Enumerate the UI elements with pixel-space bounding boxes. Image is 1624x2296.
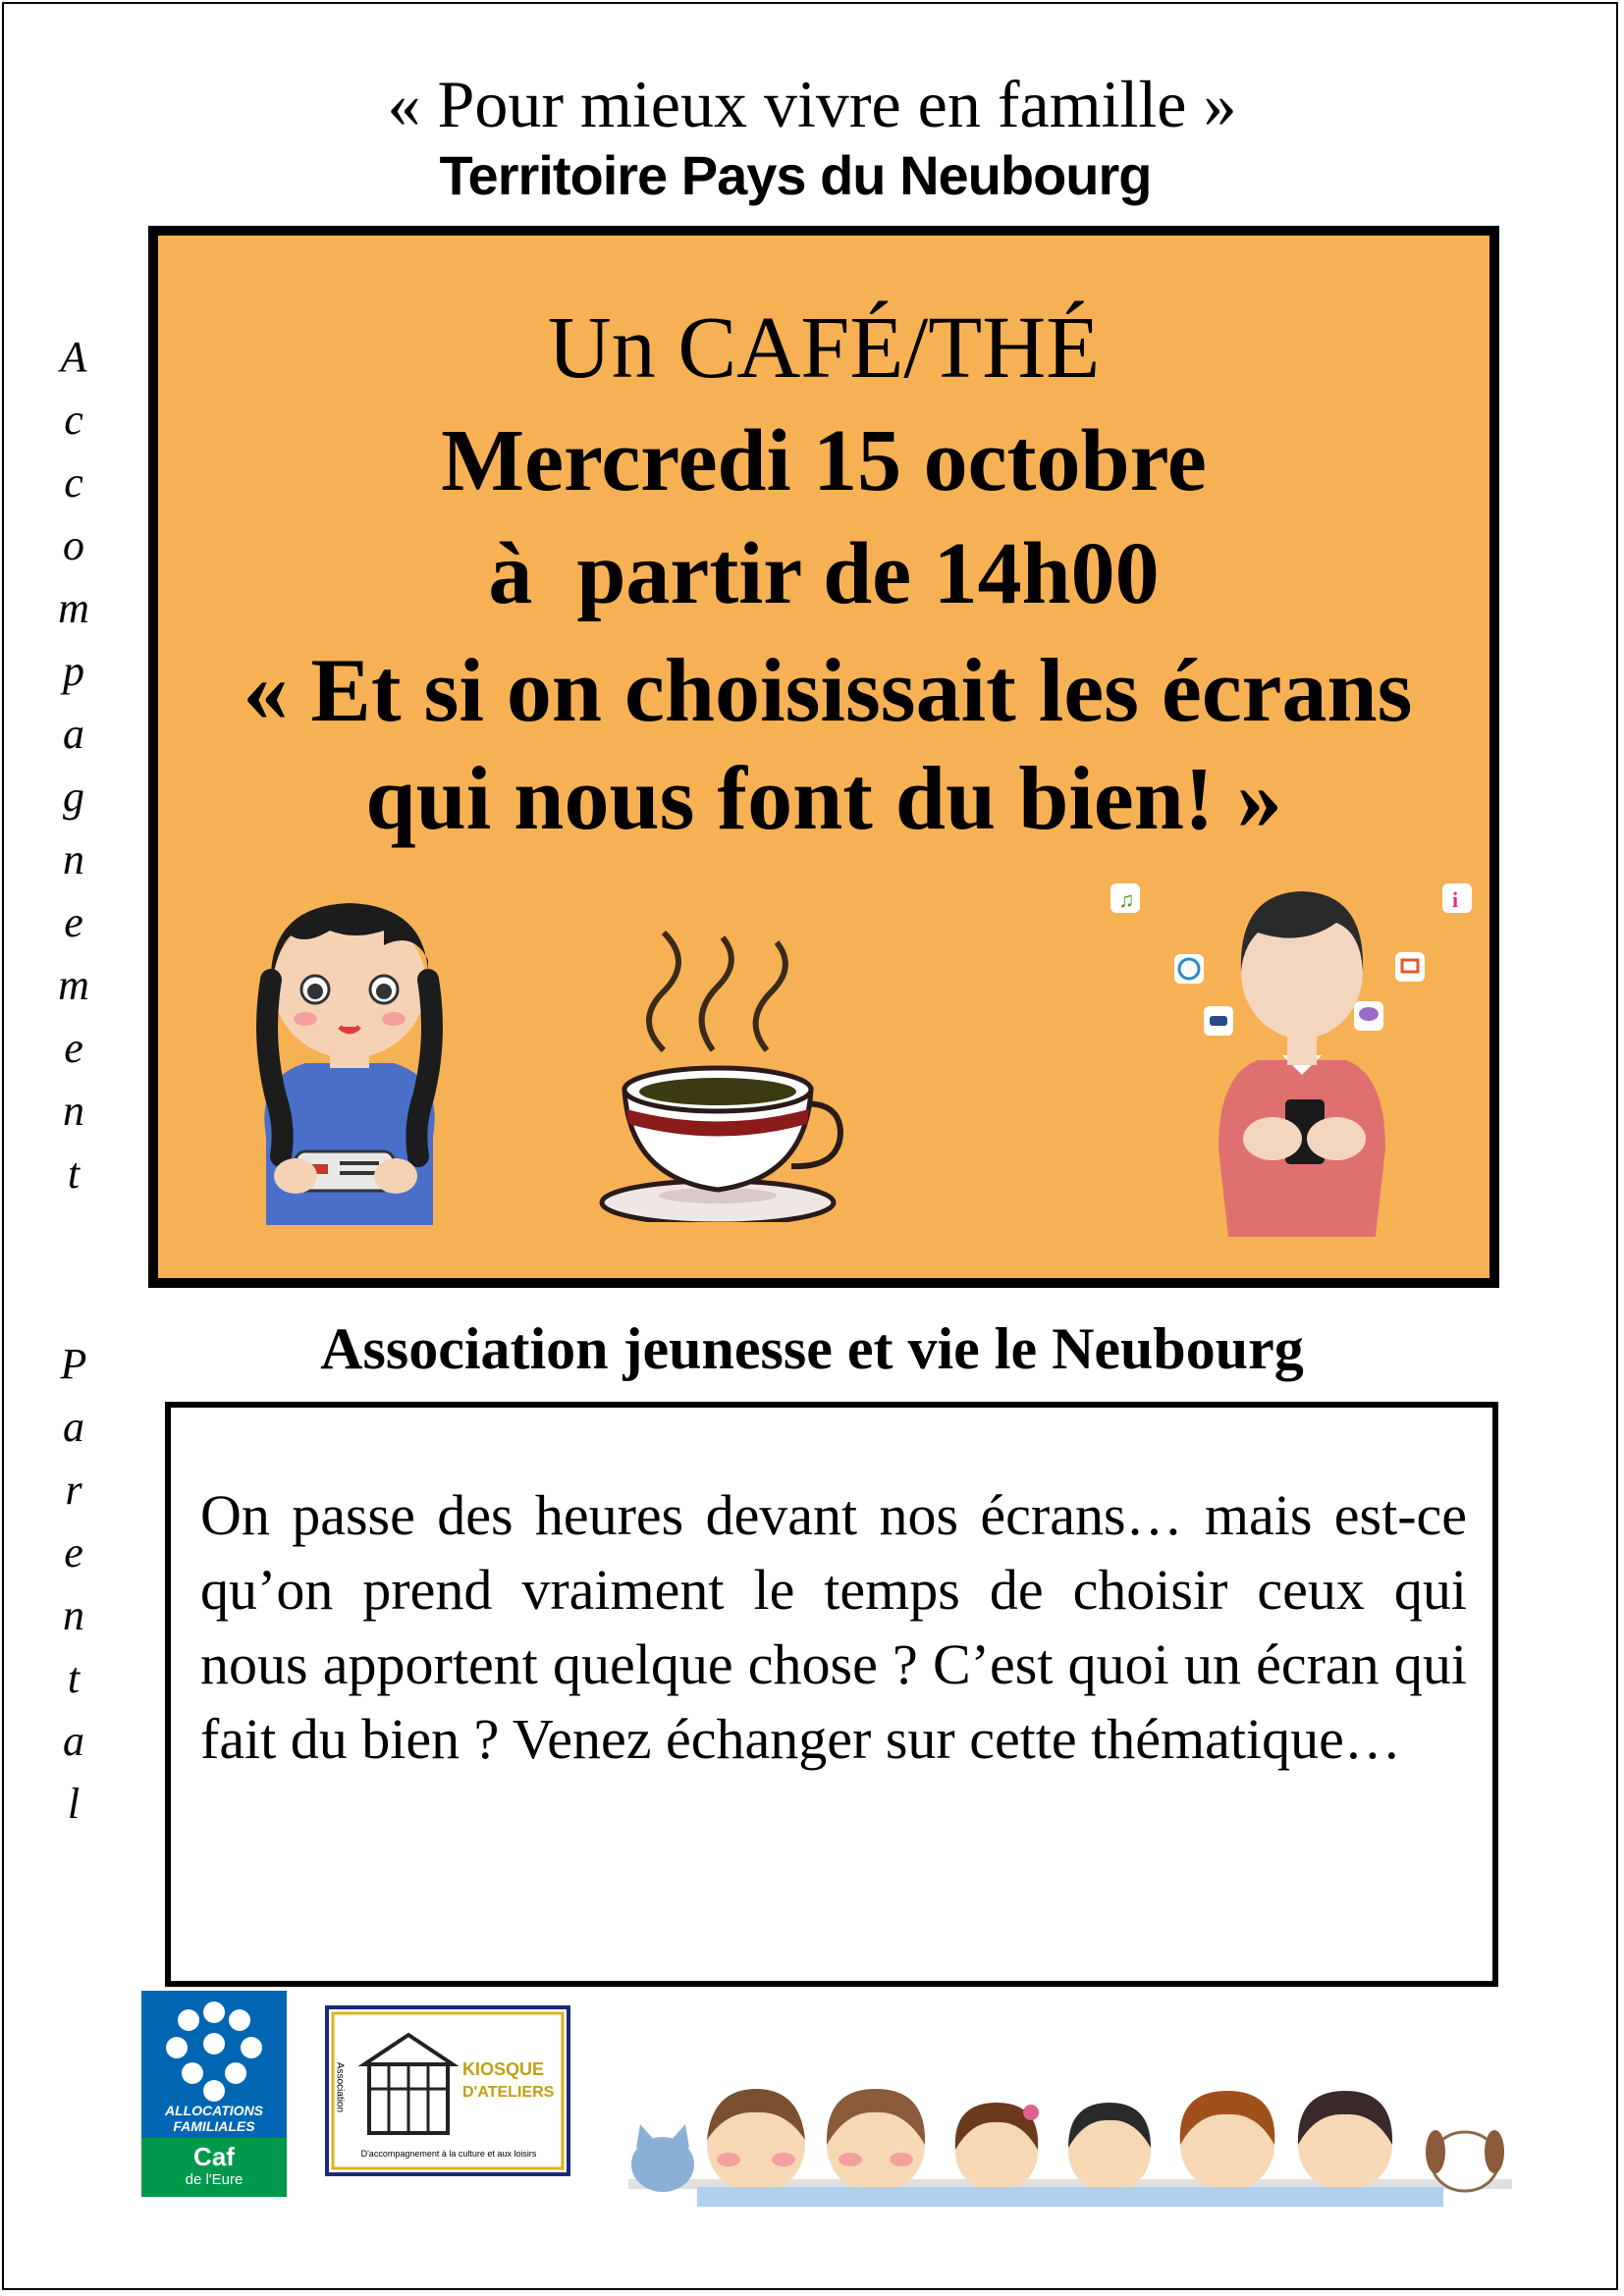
accompagnement-letter: e	[64, 898, 83, 946]
accompagnement-letter: n	[63, 835, 84, 883]
child-face-4	[1068, 2103, 1151, 2193]
child-face-1	[707, 2089, 805, 2194]
kiosque-line1: KIOSQUE	[462, 2059, 545, 2079]
child-face-2	[827, 2089, 925, 2194]
caf-name: Caf	[193, 2142, 235, 2171]
event-time: à partir de 14h00	[488, 525, 1160, 622]
association-name: Association jeunesse et vie le Neubourg	[320, 1316, 1304, 1381]
caf-line1: ALLOCATIONS	[164, 2103, 264, 2118]
caf-region: de l'Eure	[185, 2171, 244, 2188]
parental-letter: r	[65, 1466, 82, 1514]
parental-letter: n	[63, 1591, 84, 1639]
svg-text:♫: ♫	[1118, 887, 1135, 912]
child-face-6	[1298, 2091, 1392, 2192]
accompagnement-letter: m	[58, 961, 89, 1009]
child-face-5	[1180, 2091, 1275, 2192]
event-box	[148, 226, 1499, 1288]
accompagnement-letter: o	[63, 521, 84, 569]
accompagnement-letter: n	[63, 1087, 84, 1135]
event-date: Mercredi 15 octobre	[441, 412, 1207, 509]
girl-gaming-icon	[237, 891, 462, 1225]
accompagnement-letter: c	[64, 396, 83, 444]
children-banner-icon	[619, 2042, 1522, 2209]
kiosque-line2: D'ATELIERS	[462, 2084, 555, 2101]
parental-letter: e	[64, 1528, 83, 1576]
vertical-word-accompagnement	[39, 326, 108, 1205]
accompagnement-letter: t	[67, 1149, 81, 1198]
parental-letter: a	[63, 1403, 84, 1451]
caf-line2: FAMILIALES	[173, 2118, 255, 2134]
header-title: « Pour mieux vivre en famille »	[387, 67, 1237, 141]
accompagnement-letter: g	[63, 773, 84, 821]
child-face-3	[955, 2103, 1039, 2193]
kiosque-logo	[325, 2005, 570, 2176]
parental-letter: a	[63, 1717, 84, 1765]
boy-phone-icon	[963, 864, 1474, 1237]
accompagnement-letter: c	[64, 458, 83, 507]
cat-icon	[631, 2124, 694, 2192]
description-box	[165, 1402, 1498, 1987]
parental-letter: t	[67, 1654, 81, 1702]
accompagnement-letter: A	[60, 333, 87, 381]
event-quote-line2: qui nous font du bien! »	[365, 748, 1282, 848]
coffee-cup-icon	[595, 923, 850, 1222]
header-subtitle: Territoire Pays du Neubourg	[439, 144, 1152, 206]
accompagnement-letter: a	[63, 710, 84, 758]
description-text: On passe des heures devant nos écrans… mais est-ce qu’on prend vraiment le temps de choisir ceux qui nous apportent quelque chose ? C’est quoi un écran qui fait du bien ? Venez échanger sur cette thématique…	[200, 1483, 1467, 1771]
caf-logo	[141, 1991, 287, 2197]
vertical-word-parental	[39, 1333, 108, 1836]
accompagnement-letter: e	[64, 1024, 83, 1072]
accompagnement-letter: p	[63, 647, 84, 695]
event-quote-line1: « Et si on choisissait les écrans	[243, 640, 1413, 740]
parental-letter: P	[60, 1340, 87, 1388]
event-title: Un CAFÉ/THÉ	[547, 299, 1101, 397]
kiosque-tagline: D'accompagnement à la culture et aux loisirs	[360, 2149, 537, 2159]
kiosque-assoc-word: Association	[334, 2061, 346, 2113]
parental-letter: l	[67, 1780, 81, 1828]
accompagnement-letter: m	[58, 584, 89, 632]
svg-text:i: i	[1452, 887, 1459, 912]
